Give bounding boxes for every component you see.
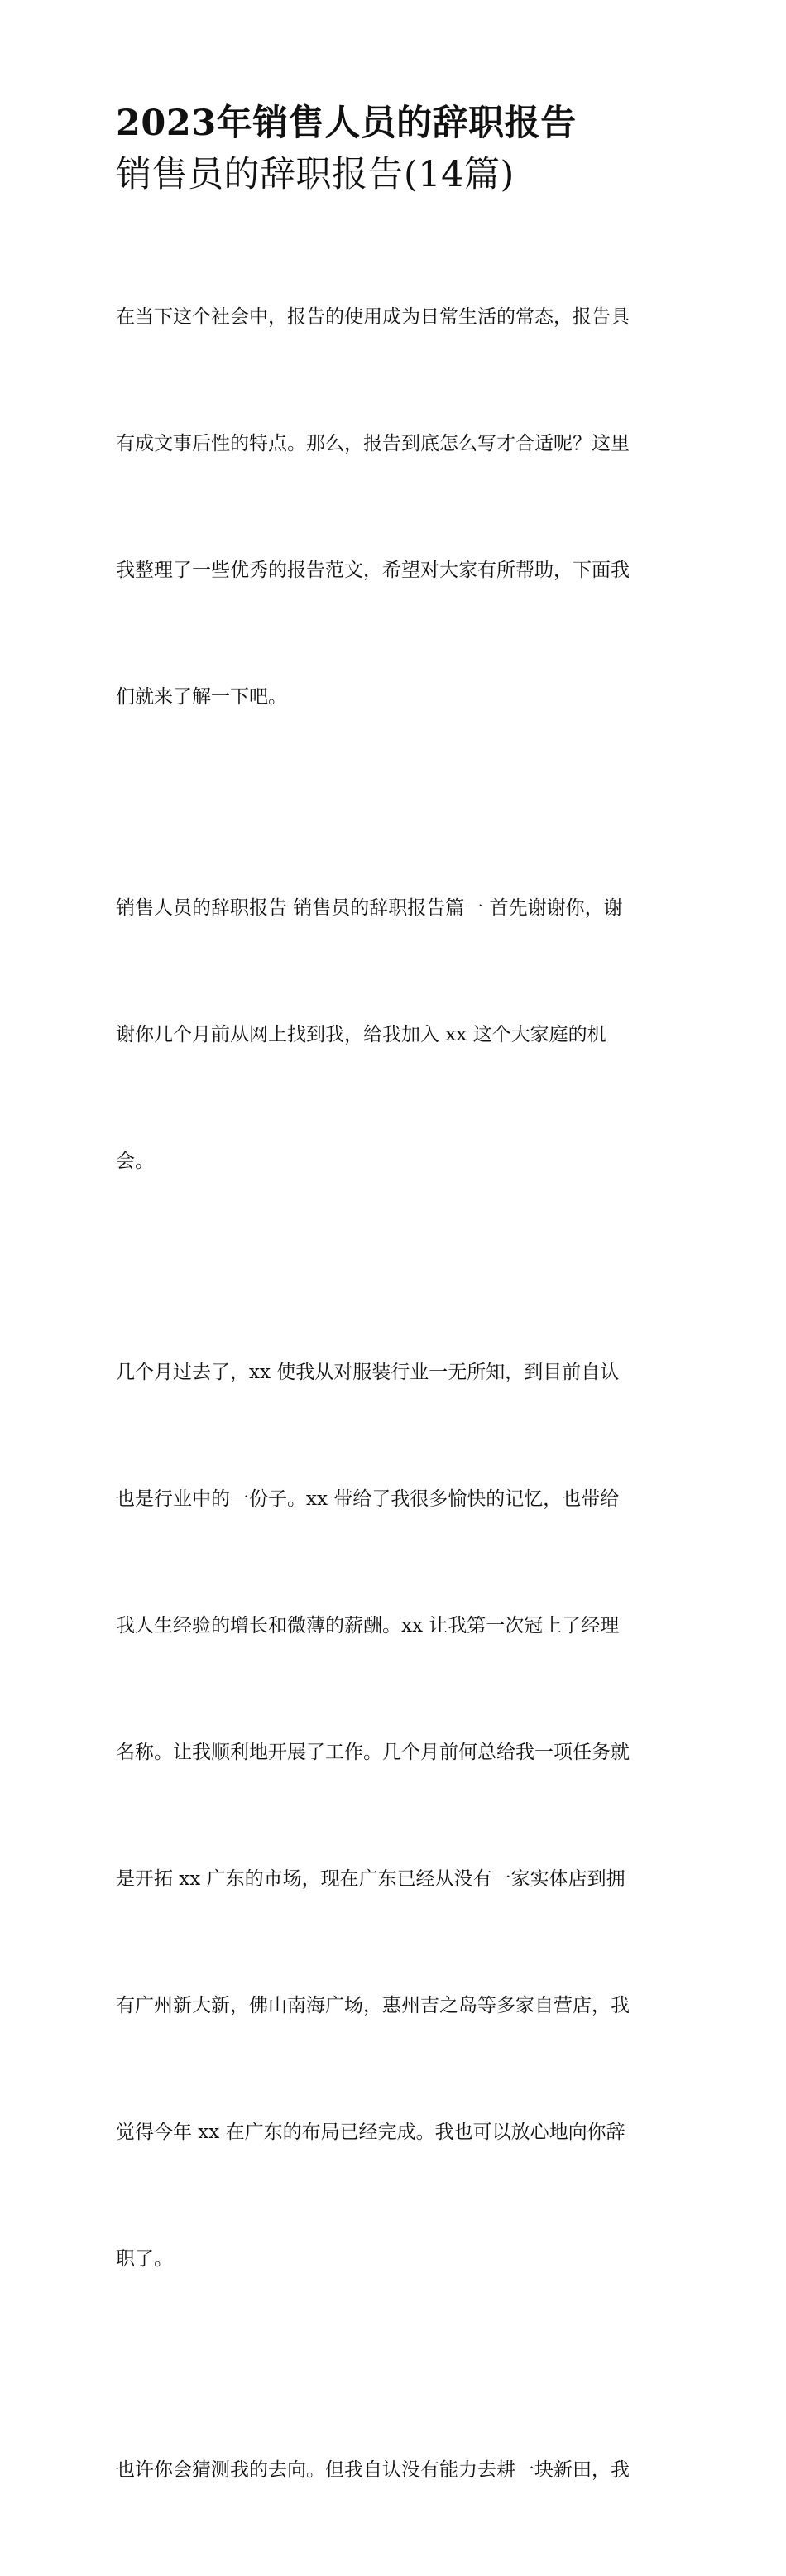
paragraph-line: 觉得今年 xx 在广东的布局已经完成。我也可以放心地向你辞 [116, 2122, 625, 2143]
paragraph-line: 职了。 [116, 2248, 173, 2270]
paragraph-line: 们就来了解一下吧。 [116, 686, 287, 708]
paragraph-future [116, 2365, 672, 2576]
paragraph-line: 几个月过去了，xx 使我从对服装行业一无所知，到目前自认 [116, 1362, 620, 1383]
paragraph-experience [116, 1267, 672, 2365]
paragraph-intro [116, 212, 672, 803]
paragraph-line: 谢你几个月前从网上找到我，给我加入 xx 这个大家庭的机 [116, 1024, 606, 1045]
document-title-line-2: 销售员的辞职报告(14篇) [116, 154, 515, 195]
paragraph-line: 在当下这个社会中，报告的使用成为日常生活的常态，报告具 [116, 306, 630, 328]
paragraph-line: 我人生经验的增长和微薄的薪酬。xx 让我第一次冠上了经理 [116, 1615, 620, 1636]
document-page [116, 98, 672, 2576]
paragraph-line: 有成文事后性的特点。那么，报告到底怎么写才合适呢？这里 [116, 433, 630, 454]
paragraph-line: 是开拓 xx 广东的市场，现在广东已经从没有一家实体店到拥 [116, 1868, 625, 1890]
paragraph-line: 名称。让我顺利地开展了工作。几个月前何总给我一项任务就 [116, 1742, 630, 1763]
paragraph-line: 我整理了一些优秀的报告范文，希望对大家有所帮助，下面我 [116, 560, 630, 581]
document-title-line-1: 2023年销售人员的辞职报告 [116, 103, 577, 144]
paragraph-line: 也是行业中的一份子。xx 带给了我很多愉快的记忆，也带给 [116, 1488, 620, 1510]
paragraph-opening [116, 803, 672, 1267]
paragraph-line: 销售人员的辞职报告 销售员的辞职报告篇一 首先谢谢你，谢 [116, 897, 623, 919]
paragraph-line: 有广州新大新，佛山南海广场，惠州吉之岛等多家自营店，我 [116, 1995, 630, 2016]
paragraph-line: 也许你会猜测我的去向。但我自认没有能力去耕一块新田，我 [116, 2459, 630, 2481]
paragraph-line: 会。 [116, 1151, 154, 1172]
